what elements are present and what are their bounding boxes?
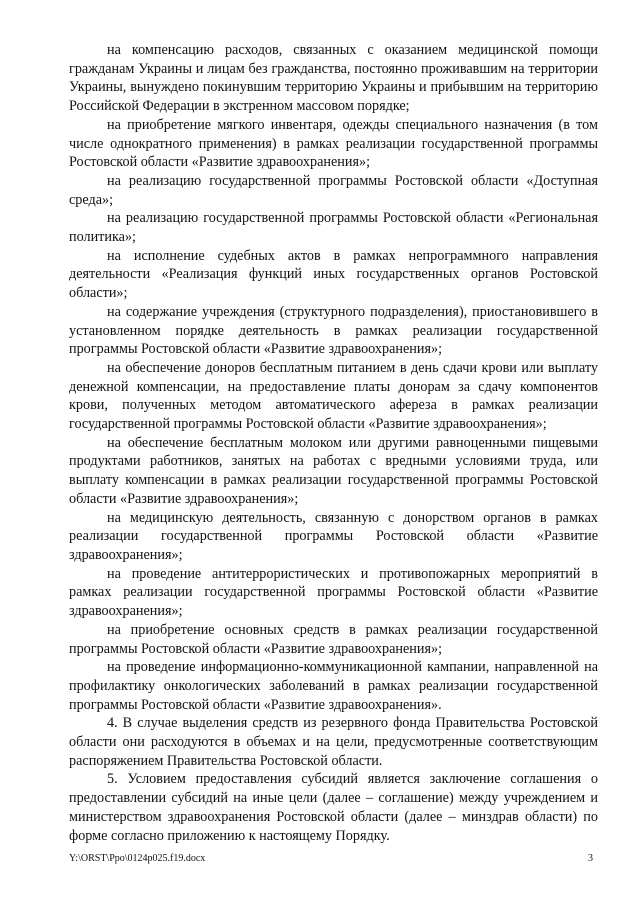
paragraph-regional-policy: на реализацию государственной программы Ростовской области «Региональная политика»; — [69, 210, 598, 246]
paragraph-oncology-campaign: на проведение информационно-коммуникационной кампании, направленной на профилактику онкологических заболеваний в рамках реализации государственной программы Ростовской области «Развитие здравоохранения». — [69, 659, 598, 713]
paragraph-soft-inventory: на приобретение мягкого инвентаря, одежды специального назначения (в том числе однократного применения) в рамках реализации государственной программы Ростовской области «Развитие здравоохранения»; — [69, 116, 598, 171]
paragraph-court-acts: на исполнение судебных актов в рамках непрограммного направления деятельности «Реализация функций иных государственных органов Ростовской области»; — [69, 247, 598, 302]
page-number: 3 — [588, 853, 593, 864]
paragraph-clause-4: 4. В случае выделения средств из резервного фонда Правительства Ростовской области они расходуются в объемах и на цели, предусмотренные соответствующим распоряжением Правительства Ростовской области. — [69, 715, 598, 769]
paragraph-suspended-institution: на содержание учреждения (структурного подразделения), приостановившего в установленном порядке деятельность в рамках реализации государственной программы Ростовской области «Развитие здравоохранения»; — [69, 303, 598, 358]
paragraph-fixed-assets: на приобретение основных средств в рамках реализации государственной программы Ростовской области «Развитие здравоохранения»; — [69, 621, 598, 657]
paragraph-donor-nutrition: на обеспечение доноров бесплатным питанием в день сдачи крови или выплату денежной компенсации, на предоставление платы донорам за сдачу компонентов крови, полученных методом автоматического афереза в рамках реализации государственной программы Ростовской области «Развитие здравоохранения»; — [69, 359, 598, 433]
paragraph-medical-aid-ukraine: на компенсацию расходов, связанных с оказанием медицинской помощи гражданам Украины и лицам без гражданства, постоянно проживавшим на территории Украины, вынуждено покинувшим территорию Украины и прибывшим на территорию Российской Федерации в экстренном массовом порядке; — [69, 42, 598, 115]
paragraph-antiterrorism-fire: на проведение антитеррористических и противопожарных мероприятий в рамках реализации государственной программы Ростовской области «Развитие здравоохранения»; — [69, 565, 598, 620]
document-body — [69, 41, 598, 845]
paragraph-organ-donation: на медицинскую деятельность, связанную с донорством органов в рамках реализации государственной программы Ростовской области «Развитие здравоохранения»; — [69, 509, 598, 563]
paragraph-free-milk: на обеспечение бесплатным молоком или другими равноценными пищевыми продуктами работников, занятых на работах с вредными условиями труда, или выплату компенсации в рамках реализации государственной программы Ростовской области «Развитие здравоохранения»; — [69, 434, 598, 507]
paragraph-accessible-environment: на реализацию государственной программы Ростовской области «Доступная среда»; — [69, 172, 598, 208]
footer-file-path: Y:\ORST\Ppo\0124p025.f19.docx — [69, 853, 206, 864]
paragraph-clause-5: 5. Условием предоставления субсидий является заключение соглашения о предоставлении субсидий на иные цели (далее – соглашение) между учреждением и министерством здравоохранения Ростовской области (далее – минздрав области) по форме согласно приложению к настоящему Порядку. — [69, 771, 598, 844]
